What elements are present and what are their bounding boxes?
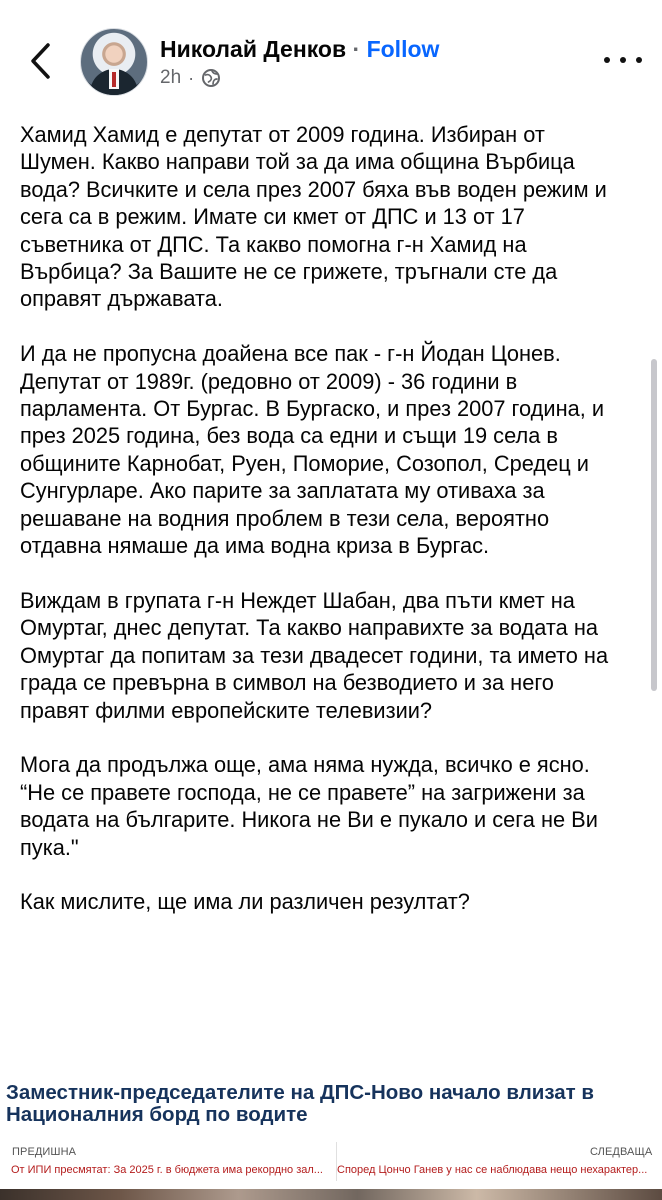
post-paragraph: Как мислите, ще има ли различен резултат? [20,889,470,915]
author-line [160,35,439,63]
name-separator: · [352,36,361,62]
next-label: СЛЕДВАЩА [590,1146,653,1158]
avatar-tie [112,72,116,87]
post-header [0,0,662,110]
scrollbar-thumb[interactable] [651,359,657,691]
post-paragraph: Хамид Хамид е депутат от 2009 година. Избиран от Шумен. Какво направи той за да има община Върбица вода? Всичките и села през 2007 бяха във воден режим и сега са в режим. Имате си кмет от ДПС и 13 от 17 съветника от ДПС. Та какво помогна г-н Хамид на Върбица? За Вашите не се грижете, тръгнали сте да оправят държавата. [20,122,607,312]
previous-label: ПРЕДИШНА [12,1146,77,1158]
back-button[interactable] [22,38,58,84]
post-meta [160,67,221,89]
more-options-button[interactable] [604,51,642,69]
post-body [20,121,625,943]
post-time[interactable]: 2h [160,67,182,88]
post-paragraph: Виждам в групата г-н Неждет Шабан, два пъти кмет на Омуртаг, днес депутат. Та какво направихте за водата на Омуртаг да попитам за тези двадесет години, та името на града се превърна в символ на безводието и за него правят филми европейските телевизии? [20,587,609,723]
post-paragraph: И да не пропусна доайена все пак - г-н Йодан Цонев. Депутат от 1989г. (редовно от 2009) - 36 години в парламента. От Бургас. В Бургаско, и през 2007 година, и през 2025 година, без вода са едни и същи 19 села в общините Карнобат, Руен, Поморие, Созопол, Средец и Сунгурларе. Ако парите за заплатата му отиваха за решаване на водния проблем в тези села, вероятно отдавна нямаше да има водна криза в Бургас. [20,341,605,559]
more-horizontal-icon-dot [604,57,610,63]
globe-icon [201,68,221,88]
avatar[interactable] [80,28,148,96]
post-paragraph: Мога да продължа още, ама няма нужда, всичко е ясно. “Не се правете господа, не се правете” на загрижени за водата на българите. Никога не Ви е пукало и сега не Ви пука." [20,752,598,860]
author-name[interactable]: Николай Денков [160,36,347,62]
follow-button[interactable]: Follow [366,36,440,62]
more-horizontal-icon-dot [636,57,642,63]
more-horizontal-icon-dot [620,57,626,63]
next-article-link[interactable]: Според Цончо Ганев у нас се наблюдава нещо нехарактер... [337,1164,648,1176]
meta-separator: · [188,67,195,88]
previous-article-link[interactable]: От ИПИ пресмятат: За 2025 г. в бюджета има рекордно зал... [11,1164,323,1176]
link-preview-card[interactable] [0,1073,662,1200]
link-preview-title[interactable]: Заместник-председателите на ДПС-Ново начало влизат в Националния борд по водите [6,1081,595,1126]
preview-image-strip [0,1189,662,1200]
chevron-left-icon [27,41,53,81]
